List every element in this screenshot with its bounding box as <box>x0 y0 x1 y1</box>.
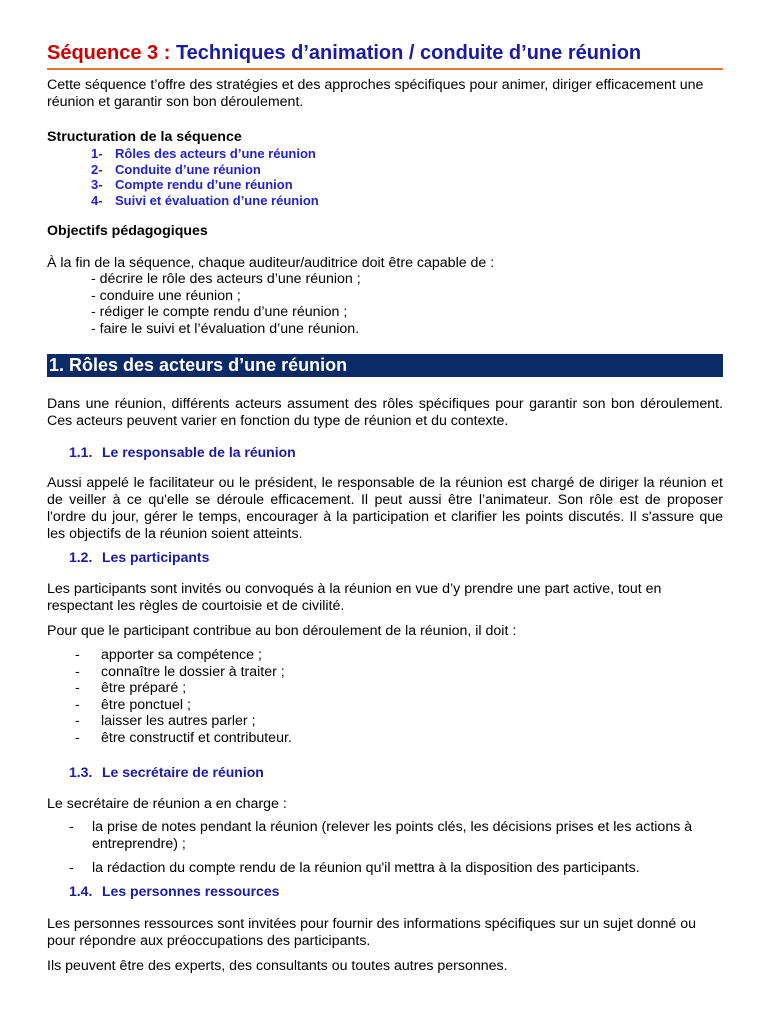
sequence-title <box>47 42 723 70</box>
subsection-1-4-heading: 1.4. Les personnes ressources <box>69 883 280 899</box>
intro-paragraph: Cette séquence t’offre des stratégies et des approches spécifiques pour animer, diriger efficacement une réunion et garantir son bon déroulement. <box>47 77 704 110</box>
subsection-1-2-lead: Pour que le participant contribue au bon déroulement de la réunion, il doit : <box>47 623 517 639</box>
structure-heading: Structuration de la séquence <box>47 129 242 145</box>
structure-item: 4- Suivi et évaluation d’une réunion <box>91 192 319 208</box>
subsection-1-4-note: Ils peuvent être des experts, des consultants ou toutes autres personnes. <box>47 958 508 974</box>
structure-item: 1- Rôles des acteurs d’une réunion <box>91 146 316 161</box>
subsection-1-3-heading: 1.3. Le secrétaire de réunion <box>69 764 264 780</box>
objective-item: - conduire une réunion ; <box>91 287 241 304</box>
subsection-1-2-text: Les participants sont invités ou convoqués à la réunion en vue d’y prendre une part active, tout en respectant les règles de courtoisie et de civilité. <box>47 581 662 614</box>
objectives-list <box>91 271 361 337</box>
sequence-subject: Techniques d’animation / conduite d’une réunion <box>175 42 642 64</box>
list-item: - connaître le dossier à traiter ; <box>75 663 285 680</box>
list-item: - être constructif et contributeur. <box>75 729 292 746</box>
list-item: - la prise de notes pendant la réunion (relever les points clés, les décisions prises et les actions à entreprendre) ; <box>69 819 693 852</box>
list-item: - être préparé ; <box>75 680 187 697</box>
subsection-1-2-heading: 1.2. Les participants <box>69 549 210 565</box>
subsection-1-4-text: Les personnes ressources sont invitées pour fournir des informations spécifiques sur un sujet donné ou pour répondre aux préoccupations des participants. <box>47 916 697 949</box>
section-1-intro: Dans une réunion, différents acteurs assument des rôles spécifiques pour garantir son bon déroulement. Ces acteurs peuvent varier en fonction du type de réunion et du contexte. <box>47 396 723 429</box>
objective-item: - faire le suivi et l’évaluation d’une réunion. <box>91 320 360 337</box>
subsection-1-1-heading: 1.1. Le responsable de la réunion <box>69 444 296 460</box>
subsection-1-1-text: Aussi appelé le facilitateur ou le président, le responsable de la réunion est chargé de diriger la réunion et de veiller à ce qu'elle se déroule efficacement. Il peut aussi être l’animateur. Son rôle est de proposer l'ordre du jour, gérer le temps, encourager à la participation et clarifier les points discutés. Il s'assure que les objectifs de la réunion soient atteints. <box>47 475 723 542</box>
section-1-heading: 1. Rôles des acteurs d’une réunion <box>47 354 723 377</box>
list-item: - être ponctuel ; <box>75 696 191 713</box>
structure-list <box>91 146 319 208</box>
list-item: - laisser les autres parler ; <box>75 713 256 730</box>
sequence-number: Séquence 3 : <box>47 42 176 64</box>
objectives-heading: Objectifs pédagogiques <box>47 223 208 239</box>
list-item: - apporter sa compétence ; <box>75 647 262 663</box>
structure-item: 3- Compte rendu d’une réunion <box>91 177 293 193</box>
secretary-duties-list <box>69 819 723 877</box>
subsection-1-3-text: Le secrétaire de réunion a en charge : <box>47 796 287 812</box>
objective-item: - décrire le rôle des acteurs d’une réunion ; <box>91 271 361 287</box>
objectives-lead: À la fin de la séquence, chaque auditeur/auditrice doit être capable de : <box>47 255 495 271</box>
participant-duties-list <box>75 647 292 747</box>
structure-item: 2- Conduite d’une réunion <box>91 161 261 177</box>
list-item: - la rédaction du compte rendu de la réunion qu'il mettra à la disposition des participants. <box>69 860 640 876</box>
objective-item: - rédiger le compte rendu d’une réunion ; <box>91 304 348 321</box>
